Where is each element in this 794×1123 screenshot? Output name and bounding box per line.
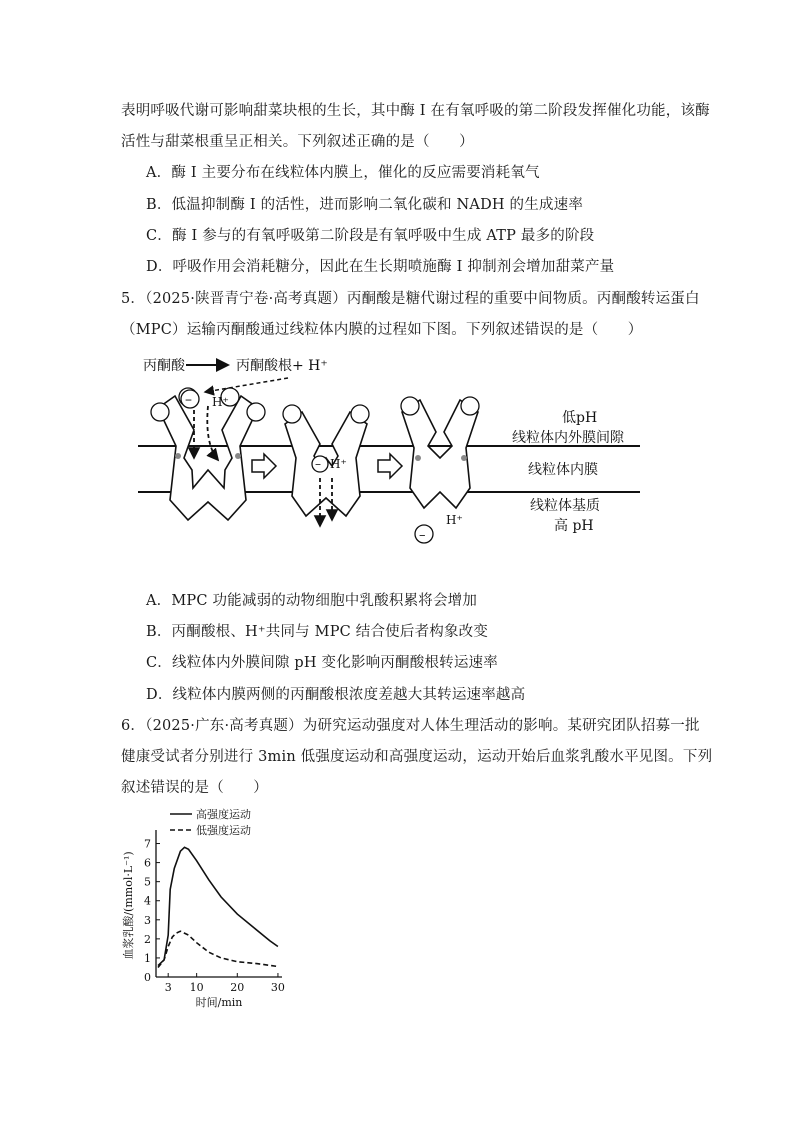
- q6-stem-line1: 6．（2025·广东·高考真题）为研究运动强度对人体生理活动的影响。某研究团队招募一批: [121, 718, 700, 734]
- mpc-protein-state2: [283, 405, 369, 526]
- q5-option-a: A．MPC 功能减弱的动物细胞中乳酸积累将会增加: [146, 593, 478, 609]
- intermembrane-space-label: 线粒体内外膜间隙: [512, 430, 624, 446]
- q5-stem-line1: 5．（2025·陕晋青宁卷·高考真题）丙酮酸是糖代谢过程的重要中间物质。丙酮酸转运蛋白: [121, 291, 700, 307]
- x-tick-label: 3: [164, 981, 172, 994]
- low-ph-label: 低pH: [562, 410, 598, 426]
- state-arrow-1: [252, 454, 276, 478]
- y-tick-label: 2: [144, 932, 151, 946]
- product-label: 丙酮酸根+ H⁺: [236, 358, 328, 374]
- series-line-low-intensity: [158, 931, 278, 967]
- q5-stem-line2: （MPC）运输丙酮酸通过线粒体内膜的过程如下图。下列叙述错误的是（ ）: [121, 322, 643, 338]
- q4-option-d: D．呼吸作用会消耗糖分，因此在生长期喷施酶 I 抑制剂会增加甜菜产量: [146, 259, 615, 275]
- q4-stem-line1: 表明呼吸代谢可影响甜菜块根的生长，其中酶 I 在有氧呼吸的第二阶段发挥催化功能，该酶: [121, 103, 710, 119]
- lactate-line-chart: [110, 800, 310, 1020]
- y-tick-label: 6: [144, 856, 151, 870]
- y-axis-label: 血浆乳酸/(mmol·L⁻¹): [122, 851, 135, 960]
- reactant-label: 丙酮酸: [143, 358, 185, 374]
- x-tick-label: 30: [270, 981, 285, 994]
- q4-option-b: B．低温抑制酶 I 的活性，进而影响二氧化碳和 NADH 的生成速率: [146, 197, 584, 213]
- q4-stem-line2: 活性与甜菜根重呈正相关。下列叙述正确的是（ ）: [121, 134, 474, 150]
- y-tick-label: 7: [144, 837, 151, 851]
- q4-option-c: C．酶 I 参与的有氧呼吸第二阶段是有氧呼吸中生成 ATP 最多的阶段: [146, 228, 595, 244]
- svg-text:–: –: [185, 392, 192, 408]
- mpc-protein-state3: [401, 397, 479, 508]
- series-line-high-intensity: [158, 847, 278, 965]
- h-plus-2: H⁺: [330, 457, 347, 471]
- svg-text:–: –: [419, 528, 426, 543]
- matrix-label: 线粒体基质: [530, 498, 600, 514]
- q6-stem-line3: 叙述错误的是（ ）: [121, 780, 268, 796]
- x-tick-label: 10: [189, 981, 204, 994]
- state-arrow-2: [378, 454, 402, 478]
- y-tick-label: 3: [144, 913, 151, 927]
- x-axis-label: 时间/min: [195, 996, 243, 1009]
- h-plus-1: H⁺: [212, 395, 229, 409]
- y-tick-label: 0: [144, 971, 151, 984]
- q5-option-c: C．线粒体内外膜间隙 pH 变化影响丙酮酸根转运速率: [146, 655, 498, 671]
- high-ph-label: 高 pH: [554, 518, 594, 534]
- mpc-protein-state1: [151, 388, 265, 520]
- mpc-transport-diagram: [120, 348, 680, 548]
- q6-stem-line2: 健康受试者分别进行 3min 低强度运动和高强度运动，运动开始后血浆乳酸水平见图。下列: [121, 749, 713, 765]
- y-tick-label: 5: [144, 875, 151, 889]
- x-tick-label: 20: [230, 981, 245, 994]
- q5-option-d: D．线粒体内膜两侧的丙酮酸根浓度差越大其转运速率越高: [146, 687, 526, 703]
- svg-text:–: –: [315, 457, 321, 471]
- q4-option-a: A．酶 I 主要分布在线粒体内膜上，催化的反应需要消耗氧气: [146, 165, 540, 181]
- y-tick-label: 4: [144, 894, 151, 908]
- y-tick-label: 1: [144, 951, 151, 965]
- dashed-pointer-arrow: [205, 378, 288, 392]
- q5-option-b: B．丙酮酸根、H⁺共同与 MPC 结合使后者构象改变: [146, 624, 489, 640]
- inner-membrane-label: 线粒体内膜: [528, 462, 598, 478]
- legend-label: 高强度运动: [196, 808, 251, 821]
- legend-label: 低强度运动: [196, 824, 251, 837]
- h-plus-matrix: H⁺: [446, 513, 463, 527]
